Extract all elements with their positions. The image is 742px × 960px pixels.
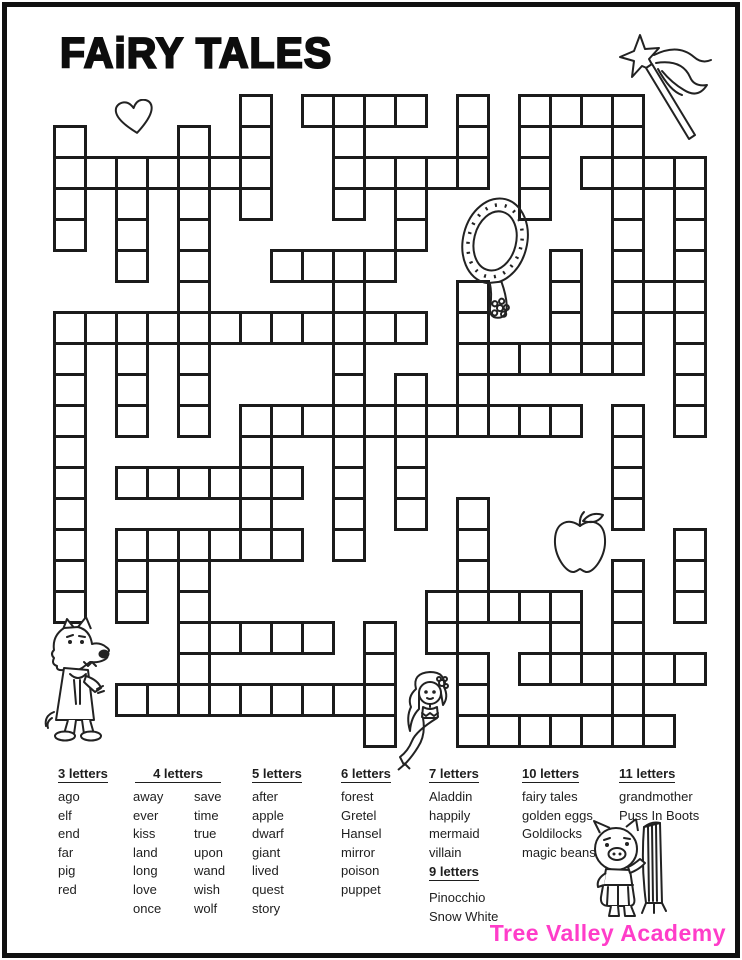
word-item: giant bbox=[252, 844, 281, 860]
puzzle-cell[interactable] bbox=[487, 590, 521, 624]
puzzle-cell[interactable] bbox=[332, 683, 366, 717]
puzzle-cell[interactable] bbox=[673, 528, 707, 562]
puzzle-cell[interactable] bbox=[301, 249, 335, 283]
puzzle-cell[interactable] bbox=[53, 435, 87, 469]
puzzle-cell[interactable] bbox=[332, 94, 366, 128]
puzzle-cell[interactable] bbox=[611, 342, 645, 376]
puzzle-cell[interactable] bbox=[177, 466, 211, 500]
puzzle-cell[interactable] bbox=[394, 466, 428, 500]
puzzle-cell[interactable] bbox=[53, 218, 87, 252]
puzzle-cell[interactable] bbox=[208, 311, 242, 345]
word-item: fairy tales bbox=[522, 789, 578, 804]
puzzle-cell[interactable] bbox=[146, 466, 180, 500]
puzzle-cell[interactable] bbox=[84, 156, 118, 190]
puzzle-cell[interactable] bbox=[53, 497, 87, 531]
word-item: end bbox=[58, 826, 80, 842]
puzzle-cell[interactable] bbox=[673, 156, 707, 190]
word-list-header: 5 letters bbox=[252, 766, 302, 781]
puzzle-cell[interactable] bbox=[611, 714, 645, 748]
word-item: true bbox=[194, 826, 217, 842]
puzzle-cell[interactable] bbox=[239, 94, 273, 128]
puzzle-cell[interactable] bbox=[611, 218, 645, 252]
puzzle-cell[interactable] bbox=[332, 187, 366, 221]
puzzle-cell[interactable] bbox=[425, 621, 459, 655]
puzzle-cell[interactable] bbox=[642, 156, 676, 190]
word-list-header: 3 letters bbox=[58, 766, 108, 781]
puzzle-cell[interactable] bbox=[363, 249, 397, 283]
puzzle-cell[interactable] bbox=[363, 311, 397, 345]
puzzle-cell[interactable] bbox=[239, 466, 273, 500]
puzzle-cell[interactable] bbox=[394, 497, 428, 531]
puzzle-cell[interactable] bbox=[549, 94, 583, 128]
puzzle-cell[interactable] bbox=[115, 342, 149, 376]
puzzle-cell[interactable] bbox=[115, 249, 149, 283]
word-item: lived bbox=[252, 863, 279, 879]
puzzle-cell[interactable] bbox=[208, 683, 242, 717]
puzzle-cell[interactable] bbox=[239, 528, 273, 562]
puzzle-cell[interactable] bbox=[456, 497, 490, 531]
puzzle-cell[interactable] bbox=[611, 559, 645, 593]
word-item: pig bbox=[58, 863, 76, 879]
word-item: Gretel bbox=[341, 807, 377, 823]
page-title: FAiRY TALES bbox=[60, 29, 333, 77]
word-item: puppet bbox=[341, 881, 381, 897]
puzzle-cell[interactable] bbox=[518, 342, 552, 376]
puzzle-cell[interactable] bbox=[177, 187, 211, 221]
puzzle-cell[interactable] bbox=[177, 125, 211, 159]
puzzle-cell[interactable] bbox=[239, 621, 273, 655]
word-item: poison bbox=[341, 863, 380, 879]
puzzle-cell[interactable] bbox=[549, 280, 583, 314]
word-item: ago bbox=[58, 789, 80, 804]
puzzle-cell[interactable] bbox=[115, 156, 149, 190]
puzzle-cell[interactable] bbox=[239, 683, 273, 717]
word-item: Snow White bbox=[429, 908, 499, 924]
puzzle-cell[interactable] bbox=[177, 528, 211, 562]
mermaid-icon bbox=[396, 669, 466, 772]
puzzle-cell[interactable] bbox=[53, 342, 87, 376]
word-item: dwarf bbox=[252, 826, 284, 842]
puzzle-cell[interactable] bbox=[394, 187, 428, 221]
puzzle-cell[interactable] bbox=[580, 714, 614, 748]
puzzle-cell[interactable] bbox=[487, 714, 521, 748]
puzzle-cell[interactable] bbox=[270, 621, 304, 655]
puzzle-cell[interactable] bbox=[332, 342, 366, 376]
puzzle-cell[interactable] bbox=[611, 435, 645, 469]
puzzle-cell[interactable] bbox=[332, 497, 366, 531]
puzzle-cell[interactable] bbox=[177, 280, 211, 314]
puzzle-cell[interactable] bbox=[53, 559, 87, 593]
puzzle-cell[interactable] bbox=[270, 683, 304, 717]
puzzle-cell[interactable] bbox=[177, 342, 211, 376]
word-item: wand bbox=[194, 863, 226, 879]
pig-with-straw-icon bbox=[586, 819, 675, 922]
word-item: mermaid bbox=[429, 826, 480, 842]
word-item: Aladdin bbox=[429, 789, 473, 804]
puzzle-cell[interactable] bbox=[456, 156, 490, 190]
word-item: kiss bbox=[133, 826, 156, 842]
puzzle-cell[interactable] bbox=[673, 311, 707, 345]
puzzle-cell[interactable] bbox=[53, 156, 87, 190]
word-list-7-letters bbox=[429, 766, 498, 927]
puzzle-cell[interactable] bbox=[363, 94, 397, 128]
word-list-header: 7 letters bbox=[429, 766, 479, 781]
word-item: happily bbox=[429, 807, 471, 823]
puzzle-cell[interactable] bbox=[332, 156, 366, 190]
puzzle-cell[interactable] bbox=[177, 373, 211, 407]
puzzle-cell[interactable] bbox=[177, 621, 211, 655]
puzzle-cell[interactable] bbox=[115, 187, 149, 221]
puzzle-cell[interactable] bbox=[239, 187, 273, 221]
puzzle-cell[interactable] bbox=[518, 652, 552, 686]
puzzle-cell[interactable] bbox=[177, 559, 211, 593]
puzzle-cell[interactable] bbox=[53, 125, 87, 159]
word-item: Goldilocks bbox=[522, 826, 582, 842]
puzzle-cell[interactable] bbox=[239, 497, 273, 531]
puzzle-cell[interactable] bbox=[146, 528, 180, 562]
puzzle-cell[interactable] bbox=[394, 218, 428, 252]
word-list-3-letters bbox=[58, 766, 108, 900]
puzzle-cell[interactable] bbox=[611, 249, 645, 283]
word-item: ever bbox=[133, 807, 159, 823]
puzzle-cell[interactable] bbox=[363, 156, 397, 190]
puzzle-cell[interactable] bbox=[487, 342, 521, 376]
word-item: time bbox=[194, 807, 219, 823]
word-list-header: 10 letters bbox=[522, 766, 580, 781]
puzzle-cell[interactable] bbox=[642, 280, 676, 314]
puzzle-cell[interactable] bbox=[301, 621, 335, 655]
puzzle-cell[interactable] bbox=[425, 590, 459, 624]
puzzle-cell[interactable] bbox=[239, 435, 273, 469]
puzzle-cell[interactable] bbox=[456, 373, 490, 407]
puzzle-cell[interactable] bbox=[270, 249, 304, 283]
word-item: magic beans bbox=[522, 844, 596, 860]
puzzle-cell[interactable] bbox=[332, 125, 366, 159]
puzzle-cell[interactable] bbox=[518, 404, 552, 438]
puzzle-cell[interactable] bbox=[363, 714, 397, 748]
puzzle-cell[interactable] bbox=[611, 466, 645, 500]
puzzle-cell[interactable] bbox=[673, 249, 707, 283]
puzzle-cell[interactable] bbox=[549, 652, 583, 686]
puzzle-cell[interactable] bbox=[549, 342, 583, 376]
puzzle-cell[interactable] bbox=[332, 311, 366, 345]
puzzle-cell[interactable] bbox=[673, 187, 707, 221]
word-item: Hansel bbox=[341, 826, 382, 842]
puzzle-cell[interactable] bbox=[53, 187, 87, 221]
puzzle-cell[interactable] bbox=[115, 528, 149, 562]
puzzle-cell[interactable] bbox=[425, 156, 459, 190]
puzzle-cell[interactable] bbox=[394, 156, 428, 190]
puzzle-cell[interactable] bbox=[177, 218, 211, 252]
puzzle-cell[interactable] bbox=[673, 373, 707, 407]
word-item: apple bbox=[252, 807, 284, 823]
puzzle-cell[interactable] bbox=[363, 404, 397, 438]
puzzle-cell[interactable] bbox=[549, 404, 583, 438]
puzzle-cell[interactable] bbox=[301, 94, 335, 128]
word-list-5-letters bbox=[252, 766, 302, 918]
branding-text: Tree Valley Academy bbox=[489, 920, 726, 946]
puzzle-cell[interactable] bbox=[332, 249, 366, 283]
hand-mirror-icon bbox=[452, 194, 544, 324]
puzzle-cell[interactable] bbox=[270, 528, 304, 562]
puzzle-cell[interactable] bbox=[208, 528, 242, 562]
puzzle-cell[interactable] bbox=[549, 249, 583, 283]
puzzle-cell[interactable] bbox=[363, 683, 397, 717]
wolf-icon bbox=[40, 616, 136, 742]
word-item: long bbox=[133, 863, 158, 879]
puzzle-cell[interactable] bbox=[301, 683, 335, 717]
puzzle-cell[interactable] bbox=[115, 404, 149, 438]
puzzle-cell[interactable] bbox=[518, 94, 552, 128]
word-item: forest bbox=[341, 789, 374, 804]
word-item: far bbox=[58, 844, 74, 860]
puzzle-cell[interactable] bbox=[53, 466, 87, 500]
puzzle-cell[interactable] bbox=[270, 404, 304, 438]
puzzle-cell[interactable] bbox=[146, 156, 180, 190]
puzzle-cell[interactable] bbox=[115, 466, 149, 500]
word-item: wish bbox=[194, 881, 221, 897]
word-item: red bbox=[58, 881, 77, 897]
puzzle-cell[interactable] bbox=[270, 466, 304, 500]
puzzle-cell[interactable] bbox=[84, 311, 118, 345]
puzzle-cell[interactable] bbox=[673, 404, 707, 438]
puzzle-cell[interactable] bbox=[301, 404, 335, 438]
puzzle-cell[interactable] bbox=[394, 404, 428, 438]
puzzle-cell[interactable] bbox=[456, 590, 490, 624]
word-item: save bbox=[194, 789, 222, 804]
word-list-6-letters bbox=[341, 766, 391, 900]
word-item: elf bbox=[58, 807, 72, 823]
puzzle-cell[interactable] bbox=[177, 590, 211, 624]
word-item: upon bbox=[194, 844, 223, 860]
puzzle-cell[interactable] bbox=[115, 559, 149, 593]
puzzle-cell[interactable] bbox=[580, 652, 614, 686]
puzzle-cell[interactable] bbox=[611, 311, 645, 345]
puzzle-cell[interactable] bbox=[673, 280, 707, 314]
word-list-header: 11 letters bbox=[619, 766, 676, 781]
puzzle-cell[interactable] bbox=[673, 559, 707, 593]
puzzle-cell[interactable] bbox=[301, 311, 335, 345]
puzzle-cell[interactable] bbox=[363, 652, 397, 686]
puzzle-cell[interactable] bbox=[673, 342, 707, 376]
puzzle-cell[interactable] bbox=[177, 156, 211, 190]
word-item: quest bbox=[252, 881, 284, 897]
puzzle-cell[interactable] bbox=[580, 156, 614, 190]
puzzle-cell[interactable] bbox=[394, 311, 428, 345]
puzzle-cell[interactable] bbox=[394, 373, 428, 407]
puzzle-cell[interactable] bbox=[673, 590, 707, 624]
puzzle-cell[interactable] bbox=[456, 342, 490, 376]
word-list-header: 4 letters bbox=[135, 766, 221, 783]
puzzle-cell[interactable] bbox=[208, 621, 242, 655]
puzzle-cell[interactable] bbox=[611, 683, 645, 717]
word-list-header: 6 letters bbox=[341, 766, 391, 781]
word-item: away bbox=[133, 789, 164, 804]
puzzle-cell[interactable] bbox=[332, 466, 366, 500]
word-list-4-letters bbox=[133, 766, 255, 918]
puzzle-cell[interactable] bbox=[611, 590, 645, 624]
puzzle-cell[interactable] bbox=[518, 590, 552, 624]
puzzle-cell[interactable] bbox=[611, 404, 645, 438]
puzzle-cell[interactable] bbox=[270, 311, 304, 345]
puzzle-cell[interactable] bbox=[177, 683, 211, 717]
puzzle-cell[interactable] bbox=[239, 311, 273, 345]
word-item: love bbox=[133, 881, 157, 897]
heart-icon bbox=[114, 99, 157, 138]
puzzle-cell[interactable] bbox=[673, 218, 707, 252]
puzzle-cell[interactable] bbox=[642, 714, 676, 748]
puzzle-cell[interactable] bbox=[580, 342, 614, 376]
puzzle-cell[interactable] bbox=[456, 528, 490, 562]
puzzle-cell[interactable] bbox=[611, 156, 645, 190]
puzzle-cell[interactable] bbox=[239, 156, 273, 190]
puzzle-cell[interactable] bbox=[611, 280, 645, 314]
word-item: villain bbox=[429, 844, 462, 860]
puzzle-cell[interactable] bbox=[456, 559, 490, 593]
puzzle-cell[interactable] bbox=[146, 311, 180, 345]
puzzle-cell[interactable] bbox=[456, 125, 490, 159]
apple-icon bbox=[550, 509, 611, 580]
puzzle-cell[interactable] bbox=[332, 435, 366, 469]
puzzle-cell[interactable] bbox=[580, 94, 614, 128]
puzzle-cell[interactable] bbox=[332, 280, 366, 314]
puzzle-cell[interactable] bbox=[363, 621, 397, 655]
puzzle-cell[interactable] bbox=[332, 404, 366, 438]
puzzle-cell[interactable] bbox=[177, 311, 211, 345]
word-item: wolf bbox=[194, 900, 218, 916]
puzzle-cell[interactable] bbox=[611, 187, 645, 221]
word-item: story bbox=[252, 900, 281, 916]
puzzle-cell[interactable] bbox=[456, 94, 490, 128]
puzzle-cell[interactable] bbox=[53, 404, 87, 438]
puzzle-cell[interactable] bbox=[549, 590, 583, 624]
puzzle-cell[interactable] bbox=[642, 652, 676, 686]
puzzle-cell[interactable] bbox=[394, 435, 428, 469]
puzzle-cell[interactable] bbox=[239, 125, 273, 159]
puzzle-cell[interactable] bbox=[239, 404, 273, 438]
puzzle-cell[interactable] bbox=[611, 652, 645, 686]
puzzle-cell[interactable] bbox=[332, 373, 366, 407]
puzzle-cell[interactable] bbox=[177, 404, 211, 438]
puzzle-cell[interactable] bbox=[115, 218, 149, 252]
word-item: once bbox=[133, 900, 162, 916]
word-item: Pinocchio bbox=[429, 890, 486, 906]
puzzle-cell[interactable] bbox=[518, 125, 552, 159]
word-list-header: 9 letters bbox=[429, 864, 479, 880]
puzzle-cell[interactable] bbox=[518, 156, 552, 190]
puzzle-cell[interactable] bbox=[456, 404, 490, 438]
word-list-11-letters bbox=[619, 766, 699, 825]
word-list-10-letters bbox=[522, 766, 596, 862]
puzzle-cell[interactable] bbox=[394, 94, 428, 128]
magic-wand-icon bbox=[612, 33, 715, 149]
puzzle-cell[interactable] bbox=[549, 621, 583, 655]
word-item: after bbox=[252, 789, 279, 804]
puzzle-cell[interactable] bbox=[115, 373, 149, 407]
puzzle-cell[interactable] bbox=[673, 652, 707, 686]
puzzle-cell[interactable] bbox=[53, 311, 87, 345]
puzzle-cell[interactable] bbox=[208, 156, 242, 190]
word-item: Puss In Boots bbox=[619, 807, 700, 823]
puzzle-cell[interactable] bbox=[549, 714, 583, 748]
word-item: land bbox=[133, 844, 158, 860]
puzzle-cell[interactable] bbox=[549, 311, 583, 345]
puzzle-cell[interactable] bbox=[177, 652, 211, 686]
puzzle-cell[interactable] bbox=[146, 683, 180, 717]
word-item: golden eggs bbox=[522, 807, 593, 823]
puzzle-cell[interactable] bbox=[487, 404, 521, 438]
puzzle-cell[interactable] bbox=[611, 497, 645, 531]
word-item: mirror bbox=[341, 844, 375, 860]
puzzle-cell[interactable] bbox=[518, 714, 552, 748]
puzzle-cell[interactable] bbox=[208, 466, 242, 500]
puzzle-cell[interactable] bbox=[332, 528, 366, 562]
puzzle-cell[interactable] bbox=[611, 621, 645, 655]
puzzle-cell[interactable] bbox=[177, 249, 211, 283]
puzzle-cell[interactable] bbox=[115, 311, 149, 345]
puzzle-cell[interactable] bbox=[53, 373, 87, 407]
puzzle-cell[interactable] bbox=[425, 404, 459, 438]
puzzle-cell[interactable] bbox=[53, 528, 87, 562]
word-item: grandmother bbox=[619, 789, 693, 804]
